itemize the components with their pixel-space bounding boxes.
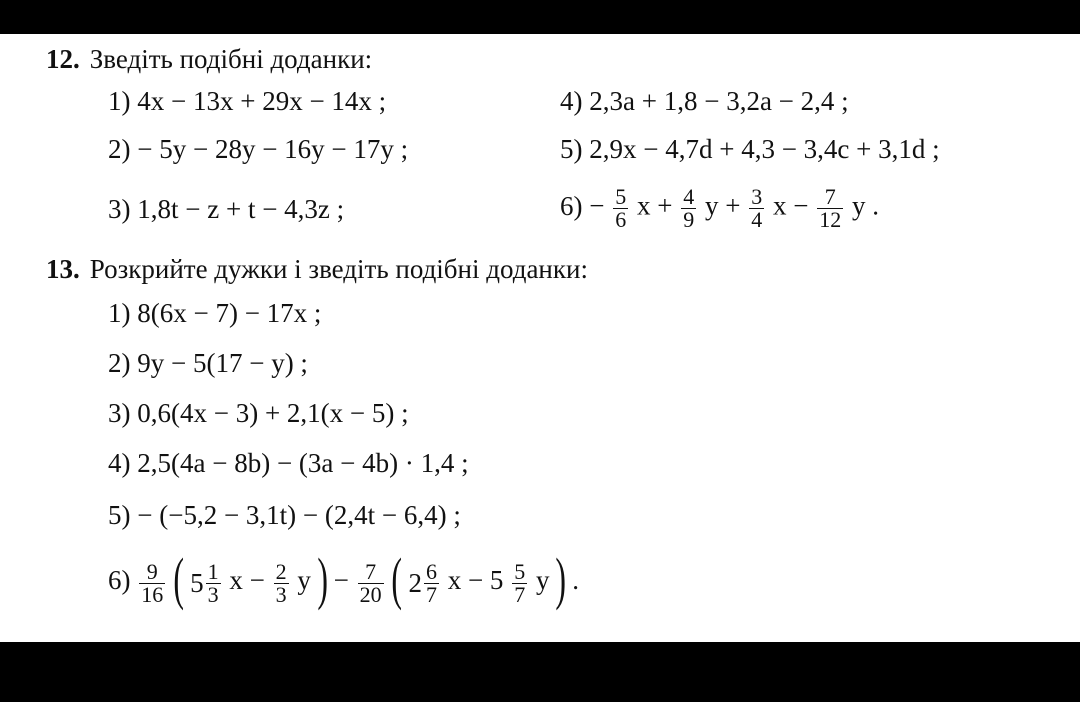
task-12-number: 12. (46, 44, 80, 74)
denominator: 7 (514, 581, 526, 607)
fraction (681, 186, 696, 231)
item-label: 2) (108, 348, 131, 378)
item-label: 4) (108, 448, 131, 478)
left-parenthesis: ( (391, 546, 403, 611)
fraction (613, 186, 628, 231)
item-expression: 9y − 5(17 − y) ; (137, 348, 308, 378)
left-parenthesis: ( (173, 546, 184, 611)
end-period: . (572, 565, 580, 596)
item-expression: 2,9x − 4,7d + 4,3 − 3,4c + 3,1d ; (589, 134, 940, 164)
fraction (749, 186, 764, 231)
task-12-item-5 (560, 134, 940, 165)
item-expression: 8(6x − 7) − 17x ; (137, 298, 322, 328)
task-13-item-5 (108, 500, 461, 531)
task-12-item-3 (108, 194, 344, 225)
term-variable: y . (851, 190, 879, 221)
numerator: 3 (751, 184, 763, 209)
mixed-number (190, 558, 223, 607)
task-12-item-6 (560, 186, 879, 231)
denominator: 6 (615, 207, 627, 232)
numerator: 4 (683, 184, 695, 209)
denominator: 3 (275, 581, 287, 607)
denominator: 9 (683, 207, 695, 232)
denominator: 12 (819, 207, 842, 232)
fraction (817, 186, 843, 231)
right-parenthesis: ) (316, 546, 328, 611)
numerator: 2 (275, 558, 287, 584)
task-13-heading (46, 254, 588, 285)
item-label: 2) (108, 134, 131, 164)
task-12-heading (46, 44, 372, 75)
item-label: 6) (108, 565, 131, 596)
denominator: 4 (751, 207, 763, 232)
denominator: 7 (425, 581, 437, 607)
fraction (206, 558, 221, 607)
task-12-item-2 (108, 134, 408, 165)
denominator: 16 (141, 581, 164, 607)
numerator: 7 (817, 186, 843, 209)
item-expression: 1,8t − z + t − 4,3z ; (137, 194, 345, 224)
task-12-item-1 (108, 86, 386, 117)
term-sign: − (333, 565, 349, 596)
right-parenthesis: ) (555, 546, 567, 611)
numerator: 9 (139, 561, 165, 584)
task-13-title: Розкрийте дужки і зведіть подібні доданки: (89, 254, 588, 284)
denominator: 20 (359, 581, 382, 607)
numerator: 6 (425, 558, 437, 584)
item-label: 6) (560, 190, 583, 221)
denominator: 3 (207, 581, 219, 607)
item-label: 1) (108, 298, 131, 328)
task-13-number: 13. (46, 254, 80, 284)
item-label: 5) (108, 500, 131, 530)
task-13-item-1 (108, 298, 321, 329)
item-label: 1) (108, 86, 131, 116)
term-variable: x − (772, 190, 809, 221)
textbook-page (0, 34, 1080, 642)
term-variable: x + (636, 190, 673, 221)
task-12-title: Зведіть подібні доданки: (89, 44, 373, 74)
term-variable: x − (229, 565, 265, 596)
task-13-item-2 (108, 348, 308, 379)
whole-part: 2 (408, 567, 422, 598)
fraction (274, 558, 289, 607)
task-13-item-3 (108, 398, 409, 429)
task-13-item-4 (108, 448, 469, 479)
item-expression: 2,5(4a − 8b) − (3a − 4b) · 1,4 ; (137, 448, 469, 478)
task-13-item-6 (108, 546, 580, 612)
term-variable: y (535, 565, 550, 596)
term-variable: y (297, 565, 311, 596)
numerator: 7 (358, 561, 384, 584)
item-label: 3) (108, 398, 131, 428)
top-black-bar (0, 0, 1080, 34)
fraction (512, 558, 527, 607)
item-label: 5) (560, 134, 583, 164)
item-label: 4) (560, 86, 583, 116)
term-variable: x − 5 (447, 565, 504, 596)
mixed-number (408, 558, 441, 607)
numerator: 5 (615, 184, 627, 209)
bottom-black-bar (0, 642, 1080, 702)
term-sign: − (589, 190, 605, 221)
task-12-item-4 (560, 86, 849, 117)
fraction (424, 558, 439, 607)
item-expression: 4x − 13x + 29x − 14x ; (137, 86, 387, 116)
item-label: 3) (108, 194, 131, 224)
term-variable: y + (704, 190, 741, 221)
item-expression: 0,6(4x − 3) + 2,1(x − 5) ; (137, 398, 409, 428)
item-expression: 2,3a + 1,8 − 3,2a − 2,4 ; (589, 86, 849, 116)
numerator: 1 (207, 558, 219, 584)
numerator: 5 (514, 558, 526, 584)
whole-part: 5 (190, 567, 204, 598)
item-expression: − 5y − 28y − 16y − 17y ; (137, 134, 409, 164)
item-expression: − (−5,2 − 3,1t) − (2,4t − 6,4) ; (137, 500, 461, 530)
fraction (139, 558, 165, 607)
fraction (358, 558, 384, 607)
